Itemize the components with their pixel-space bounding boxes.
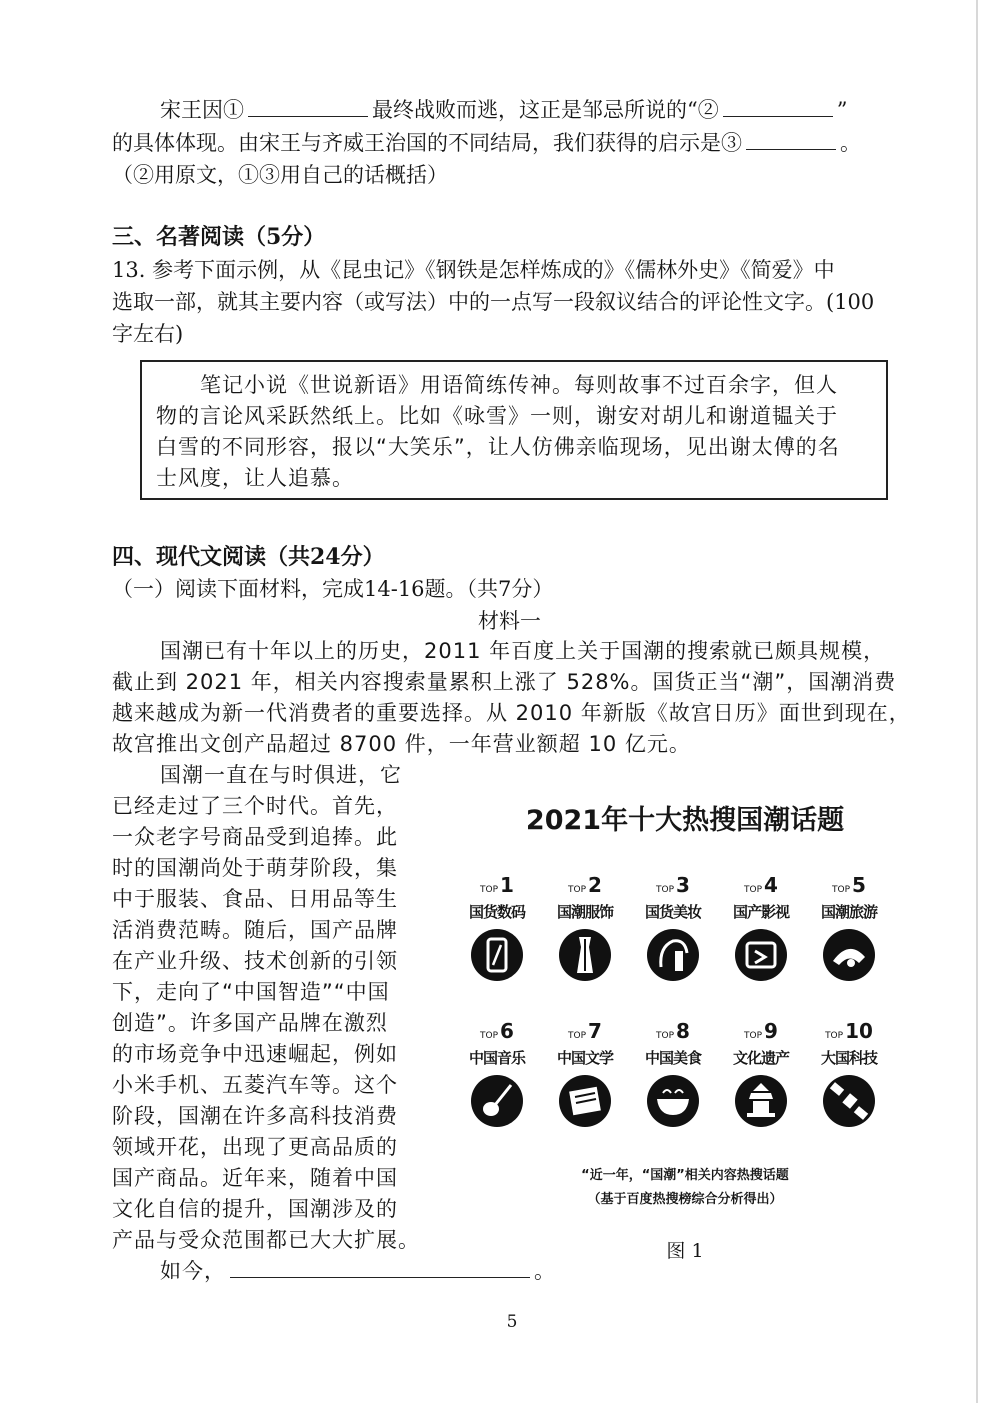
para2-line: 产品与受众范围都已大大扩展。 [112,1228,420,1252]
topic-rank: TOP 6 [480,1019,514,1043]
section4-heading: 四、现代文阅读（共24分） [112,544,385,570]
topic-name: 中国文学 [556,1049,613,1067]
para2-line: 时的国潮尚处于萌芽阶段，集 [112,856,398,880]
q13-line1: 13. 参考下面示例，从《昆虫记》《钢铁是怎样炼成的》《儒林外史》《简爱》中 [112,258,835,282]
q12-line2 [112,128,861,158]
topic-rank: TOP 1 [480,873,514,897]
figure-source: （基于百度热搜榜综合分析得出） [587,1192,783,1207]
film-icon [733,927,789,983]
topic-name: 国潮服饰 [556,903,613,921]
q13-line2: 选取一部，就其主要内容（或写法）中的一点写一段叙议结合的评论性文字。(100 [112,290,875,314]
topic-rank: TOP 5 [832,873,866,897]
para2-line: 下，走向了“中国智造”“中国 [112,980,390,1004]
music-icon [469,1073,525,1129]
topic-name: 国货美妆 [644,903,701,921]
topic-rank: TOP 2 [568,873,602,897]
para2-line: 已经走过了三个时代。首先， [112,794,398,818]
topic-3 [628,874,718,983]
para2-line: 领域开花，出现了更高品质的 [112,1135,398,1159]
para2-line: 国产商品。近年来，随着中国 [112,1166,398,1190]
para2-line: 国潮一直在与时俱进，它 [160,763,402,787]
para2-line: 小米手机、五菱汽车等。这个 [112,1073,398,1097]
figure-note: “近一年，“国潮”相关内容热搜话题 [581,1168,789,1183]
q12-text: 。 [840,131,861,155]
q12-line3: （②用原文，①③用自己的话概括） [112,163,448,187]
para3-text: 。 [534,1259,556,1283]
answer-blank-2[interactable] [723,96,833,117]
page-edge [976,0,978,1403]
para2-line: 创造”。许多国产品牌在激烈 [112,1011,388,1035]
topic-name: 国产影视 [732,903,789,921]
topic-name: 中国美食 [644,1049,701,1067]
para2-line: 在产业升级、技术创新的引领 [112,949,398,973]
q12-text: ” [836,98,848,122]
example-box [140,360,888,500]
topic-7 [540,1020,630,1129]
para1-line: 截止到 2021 年，相关内容搜索量累积上涨了 528%。国货正当“潮”，国潮消费 [112,670,897,694]
section3-heading: 三、名著阅读（5分） [112,224,326,250]
topic-rank: TOP 4 [744,873,778,897]
q12-line1 [160,95,847,125]
satellite-icon [821,1073,877,1129]
material-title: 材料一 [478,609,541,633]
topic-rank: TOP 7 [568,1019,602,1043]
topic-name: 大国科技 [820,1049,877,1067]
q12-text: 最终战败而逃，这正是邹忌所说的“② [372,98,719,122]
para2-line: 一众老字号商品受到追捧。此 [112,825,398,849]
topic-rank: TOP 10 [825,1019,873,1043]
topic-9 [716,1020,806,1129]
topic-name: 国潮旅游 [820,903,877,921]
para2-line: 的市场竞争中迅速崛起，例如 [112,1042,398,1066]
topic-rank: TOP 3 [656,873,690,897]
para1-line: 越来越成为新一代消费者的重要选择。从 2010 年新版《故宫日历》面世到现在， [112,701,911,725]
para2-line: 中于服装、食品、日用品等生 [112,887,398,911]
para1-line: 故宫推出文创产品超过 8700 件，一年营业额超 10 亿元。 [112,732,691,756]
section4-subheading: （一）阅读下面材料，完成14-16题。（共7分） [112,577,554,601]
para2-line: 文化自信的提升，国潮涉及的 [112,1197,398,1221]
topic-name: 文化遗产 [732,1049,789,1067]
topic-name: 中国音乐 [468,1049,525,1067]
travel-icon [821,927,877,983]
figure-title: 2021年十大热搜国潮话题 [525,805,845,836]
para2-line: 活消费范畴。随后，国产品牌 [112,918,398,942]
example-line: 士风度，让人追慕。 [156,466,354,490]
figure-1 [450,790,920,1270]
topic-10 [804,1020,894,1129]
para2-line: 阶段，国潮在许多高科技消费 [112,1104,398,1128]
phone-icon [469,927,525,983]
book-icon [557,1073,613,1129]
answer-blank-1[interactable] [248,96,368,117]
makeup-icon [645,927,701,983]
topic-rank: TOP 9 [744,1019,778,1043]
topic-6 [452,1020,542,1129]
topic-2 [540,874,630,983]
food-icon [645,1073,701,1129]
example-line: 物的言论风采跃然纸上。比如《咏雪》一则，谢安对胡儿和谢道韫关于 [156,404,838,428]
topic-rank: TOP 8 [656,1019,690,1043]
topic-5 [804,874,894,983]
heritage-icon [733,1073,789,1129]
example-line: 白雪的不同形容，报以“大笑乐”，让人仿佛亲临现场，见出谢太傅的名 [156,435,840,459]
q12-text: 宋王因① [160,98,244,122]
topic-8 [628,1020,718,1129]
example-line: 笔记小说《世说新语》用语简练传神。每则故事不过百余字，但人 [200,373,838,397]
answer-blank-3[interactable] [746,129,836,150]
clothing-icon [557,927,613,983]
topic-name: 国货数码 [468,903,525,921]
topic-1 [452,874,542,983]
q12-text: 的具体体现。由宋王与齐威王治国的不同结局，我们获得的启示是③ [112,131,742,155]
topic-4 [716,874,806,983]
para3-text: 如今， [160,1259,226,1283]
q13-line3: 字左右) [112,322,184,346]
para1-line: 国潮已有十年以上的历史，2011 年百度上关于国潮的搜索就已颇具规模， [160,639,886,663]
page-number: 5 [506,1312,518,1332]
figure-label: 图 1 [666,1240,704,1262]
